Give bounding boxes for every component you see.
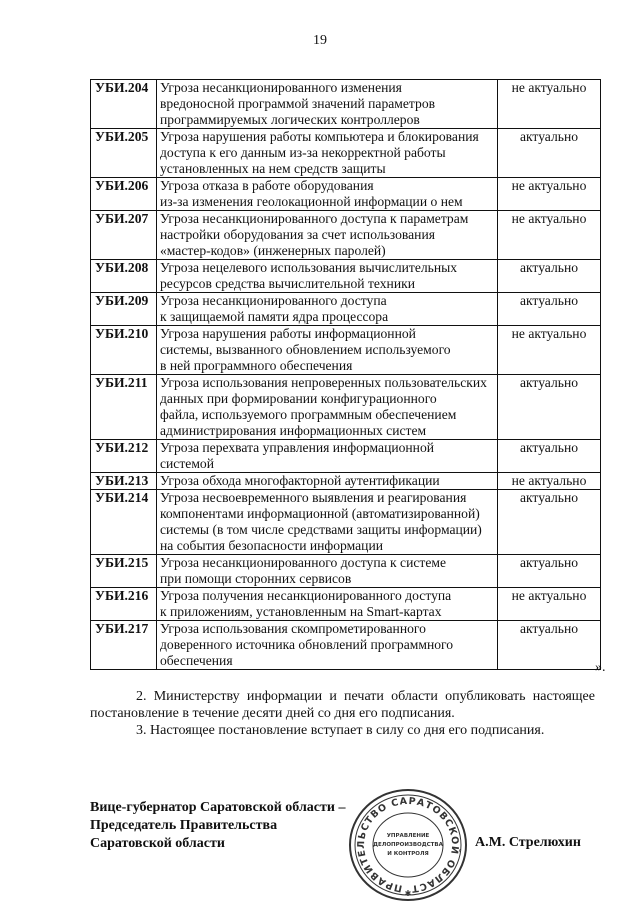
threat-description-line: Угроза несанкционированного изменения [160, 80, 402, 95]
threat-description [157, 293, 498, 326]
threat-description [157, 621, 498, 670]
threat-status: актуально [498, 621, 601, 670]
threat-description [157, 490, 498, 555]
signature-title-line: Вице-губернатор Саратовской области – [90, 800, 346, 815]
table-row [91, 293, 601, 326]
threat-description-line: Угроза нецелевого использования вычислительных [160, 260, 458, 275]
threat-code: УБИ.204 [91, 80, 157, 129]
official-stamp [347, 787, 469, 904]
threat-status: актуально [498, 293, 601, 326]
table-row [91, 621, 601, 670]
signatory-name: А.М. Стрелюхин [475, 835, 581, 850]
threat-description-line: при помощи сторонних сервисов [160, 571, 352, 586]
table-row [91, 473, 601, 490]
threat-code: УБИ.214 [91, 490, 157, 555]
threat-description [157, 178, 498, 211]
paragraph-publication: 2. Министерству информации и печати области опубликовать настоящее постановление в течение десяти дней со дня его подписания. [90, 689, 595, 721]
threat-description-line: администрирования информационных систем [160, 423, 427, 438]
table-row [91, 440, 601, 473]
threat-code: УБИ.208 [91, 260, 157, 293]
threat-description-line: на события безопасности информации [160, 538, 383, 553]
threat-status: актуально [498, 375, 601, 440]
threat-status: актуально [498, 260, 601, 293]
threat-code: УБИ.211 [91, 375, 157, 440]
threat-description-line: Угроза обхода многофакторной аутентификации [160, 473, 440, 488]
threat-description-line: Угроза нарушения работы информационной [160, 326, 416, 341]
threat-description [157, 375, 498, 440]
threat-code: УБИ.205 [91, 129, 157, 178]
threat-code: УБИ.213 [91, 473, 157, 490]
threat-status: актуально [498, 490, 601, 555]
threat-description [157, 211, 498, 260]
svg-text:ДЕЛОПРОИЗВОДСТВА: ДЕЛОПРОИЗВОДСТВА [373, 842, 443, 848]
threat-status: не актуально [498, 178, 601, 211]
threat-code: УБИ.209 [91, 293, 157, 326]
threat-description-line: Угроза использования скомпрометированного [160, 621, 426, 636]
svg-text:УПРАВЛЕНИЕ: УПРАВЛЕНИЕ [386, 833, 430, 839]
table-row [91, 211, 601, 260]
threat-description-line: в ней программного обеспечения [160, 358, 353, 373]
threat-description-line: из-за изменения геолокационной информации о нем [160, 194, 463, 209]
threat-table-body [91, 80, 601, 670]
threat-code: УБИ.206 [91, 178, 157, 211]
threat-description-line: настройки оборудования за счет использования [160, 227, 435, 242]
table-row [91, 129, 601, 178]
threat-description-line: «мастер-кодов» (инженерных паролей) [160, 243, 386, 258]
table-row [91, 80, 601, 129]
threat-code: УБИ.215 [91, 555, 157, 588]
threat-description-line: данных при формировании конфигурационного [160, 391, 437, 406]
table-row [91, 260, 601, 293]
stamp-seal-icon [347, 787, 469, 904]
threat-description-line: системы (в том числе средствами защиты информации) [160, 522, 482, 537]
svg-text:И КОНТРОЛЯ: И КОНТРОЛЯ [387, 851, 429, 857]
threat-description-line: компонентами информационной (автоматизированной) [160, 506, 480, 521]
threat-description [157, 440, 498, 473]
signature-title-line: Саратовской области [90, 836, 225, 851]
table-row [91, 375, 601, 440]
svg-text:ПРАВИТЕЛЬСТВО САРАТОВСКОЙ ОБЛА: ПРАВИТЕЛЬСТВО САРАТОВСКОЙ ОБЛАСТ [355, 795, 461, 895]
table-row [91, 555, 601, 588]
threat-code: УБИ.216 [91, 588, 157, 621]
threat-description-line: к приложениям, установленным на Smart-картах [160, 604, 442, 619]
threat-description-line: системы, вызванного обновлением используемого [160, 342, 451, 357]
threat-description-line: Угроза получения несанкционированного доступа [160, 588, 452, 603]
threat-description [157, 129, 498, 178]
threat-description-line: системой [160, 456, 214, 471]
svg-text:✱: ✱ [404, 889, 412, 898]
threat-description [157, 588, 498, 621]
threat-description-line: программируемых логических контроллеров [160, 112, 420, 127]
threat-status: не актуально [498, 473, 601, 490]
threat-description-line: доступа к его данным из-за некорректной работы [160, 145, 446, 160]
paragraph-effective-date: 3. Настоящее постановление вступает в силу со дня его подписания. [136, 723, 545, 738]
threat-status: не актуально [498, 588, 601, 621]
threat-description-line: ресурсов средства вычислительной техники [160, 276, 415, 291]
threat-description [157, 555, 498, 588]
threat-description-line: Угроза несанкционированного доступа к системе [160, 555, 447, 570]
threat-description-line: к защищаемой памяти ядра процессора [160, 309, 389, 324]
page-number: 19 [313, 33, 327, 48]
threat-status: актуально [498, 129, 601, 178]
threat-description-line: Угроза использования непроверенных пользовательских [160, 375, 487, 390]
threat-status: не актуально [498, 80, 601, 129]
threat-code: УБИ.210 [91, 326, 157, 375]
threat-description-line: установленных на нем средств защиты [160, 161, 386, 176]
threat-description-line: файла, используемого программным обеспечением [160, 407, 457, 422]
signature-title [90, 799, 345, 853]
signature-title-line: Председатель Правительства [90, 818, 278, 833]
threat-description-line: обеспечения [160, 653, 233, 668]
threat-description [157, 80, 498, 129]
threat-description-line: Угроза несанкционированного доступа к параметрам [160, 211, 469, 226]
table-row [91, 326, 601, 375]
threat-status: актуально [498, 555, 601, 588]
threat-table [90, 79, 601, 670]
threat-description-line: Угроза нарушения работы компьютера и блокирования [160, 129, 479, 144]
threat-description-line: Угроза несанкционированного доступа [160, 293, 387, 308]
threat-status: не актуально [498, 326, 601, 375]
table-row [91, 490, 601, 555]
threat-description-line: Угроза отказа в работе оборудования [160, 178, 374, 193]
threat-description [157, 326, 498, 375]
threat-status: актуально [498, 440, 601, 473]
table-row [91, 588, 601, 621]
table-row [91, 178, 601, 211]
threat-description [157, 260, 498, 293]
threat-status: не актуально [498, 211, 601, 260]
closing-quote-mark: ». [595, 660, 606, 675]
threat-description [157, 473, 498, 490]
threat-code: УБИ.217 [91, 621, 157, 670]
threat-description-line: Угроза перехвата управления информационной [160, 440, 435, 455]
threat-description-line: доверенного источника обновлений программного [160, 637, 454, 652]
threat-code: УБИ.207 [91, 211, 157, 260]
threat-description-line: вредоносной программой значений параметров [160, 96, 436, 111]
threat-description-line: Угроза несвоевременного выявления и реагирования [160, 490, 467, 505]
threat-code: УБИ.212 [91, 440, 157, 473]
